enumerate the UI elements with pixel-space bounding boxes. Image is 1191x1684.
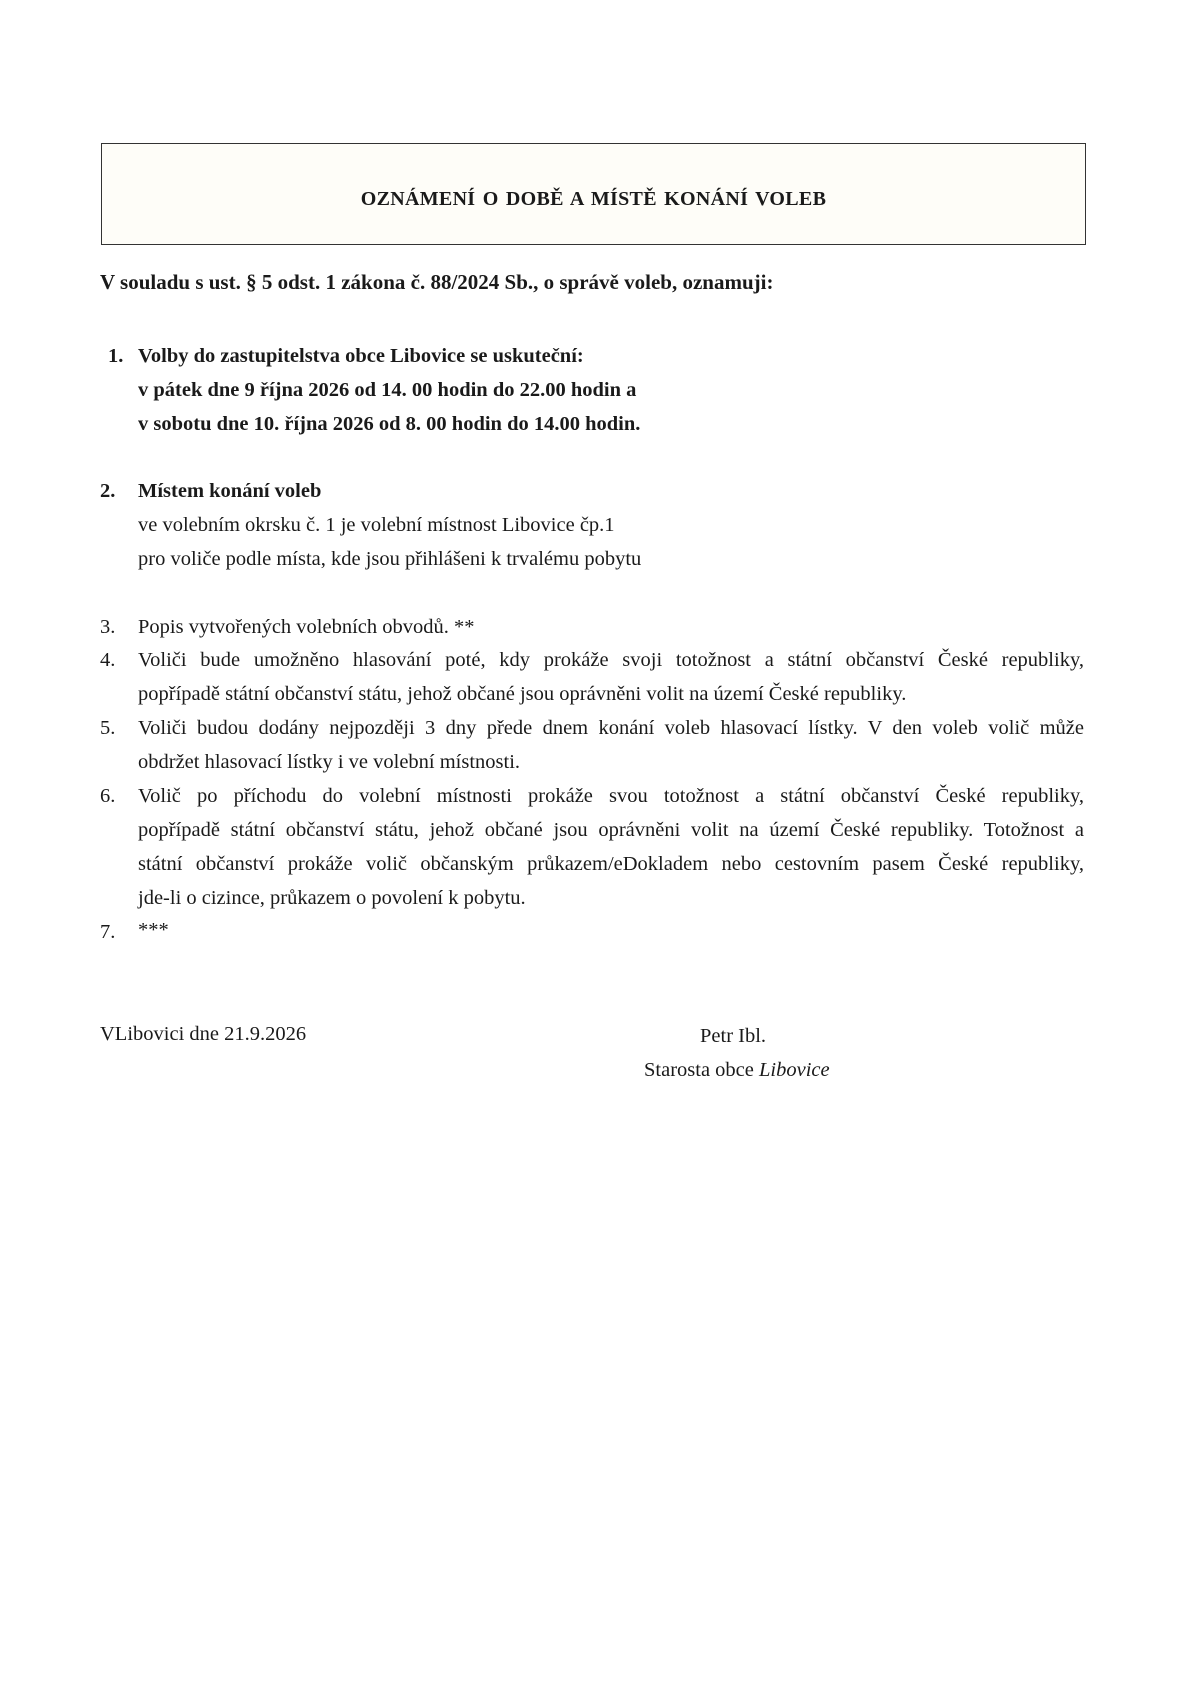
signer-title: Starosta obce (644, 1059, 759, 1081)
page-title: OZNÁMENÍ O DOBĚ A MÍSTĚ KONÁNÍ VOLEB (360, 188, 827, 210)
item-1-line-1: Volby do zastupitelstva obce Libovice se uskuteční: (138, 345, 584, 367)
item-4-number: 4. (100, 649, 116, 671)
place-and-date: VLibovici dne 21.9.2026 (100, 1023, 307, 1045)
item-6-line-2: popřípadě státní občanství státu, jehož občané jsou oprávněni volit na území České republiky. Totožnost a (138, 819, 1084, 841)
item-3-number: 3. (100, 616, 116, 638)
item-5-line-1: Voliči budou dodány nejpozději 3 dny přede dnem konání voleb hlasovací lístky. V den voleb volič může (138, 717, 1084, 739)
item-2-number: 2. (100, 480, 116, 502)
item-4-line-1: Voliči bude umožněno hlasování poté, kdy prokáže svoji totožnost a státní občanství České republiky, (138, 649, 1084, 671)
item-3-line-1: Popis vytvořených volebních obvodů. ** (138, 616, 475, 638)
item-2-line-2: ve volebním okrsku č. 1 je volební místnost Libovice čp.1 (138, 514, 615, 536)
title-box (101, 143, 1086, 245)
item-7-number: 7. (100, 921, 116, 943)
signer-municipality: Libovice (759, 1059, 830, 1081)
intro-text: V souladu s ust. § 5 odst. 1 zákona č. 88/2024 Sb., o správě voleb, oznamuji: (100, 270, 774, 294)
item-1-line-3: v sobotu dne 10. října 2026 od 8. 00 hodin do 14.00 hodin. (138, 413, 641, 435)
signer-name: Petr Ibl. (700, 1025, 767, 1047)
item-7-line-1: *** (138, 919, 169, 941)
item-6-number: 6. (100, 785, 116, 807)
item-5-line-2: obdržet hlasovací lístky i ve volební místnosti. (138, 751, 521, 773)
item-4-line-2: popřípadě státní občanství státu, jehož občané jsou oprávněni volit na území České republiky. (138, 683, 907, 705)
item-2-line-3: pro voliče podle místa, kde jsou přihlášeni k trvalému pobytu (138, 548, 642, 570)
item-1-line-2: v pátek dne 9 října 2026 od 14. 00 hodin do 22.00 hodin a (138, 379, 637, 401)
item-6-line-1: Volič po příchodu do volební místnosti prokáže svou totožnost a státní občanství České republiky, (138, 785, 1084, 807)
item-6-line-3: státní občanství prokáže volič občanským průkazem/eDokladem nebo cestovním pasem České republiky, (138, 853, 1084, 875)
item-6-line-4: jde-li o cizince, průkazem o povolení k pobytu. (138, 887, 526, 909)
item-1-number: 1. (108, 345, 124, 367)
item-2-line-1: Místem konání voleb (138, 480, 322, 502)
item-5-number: 5. (100, 717, 116, 739)
signer-title-line (644, 1060, 830, 1081)
